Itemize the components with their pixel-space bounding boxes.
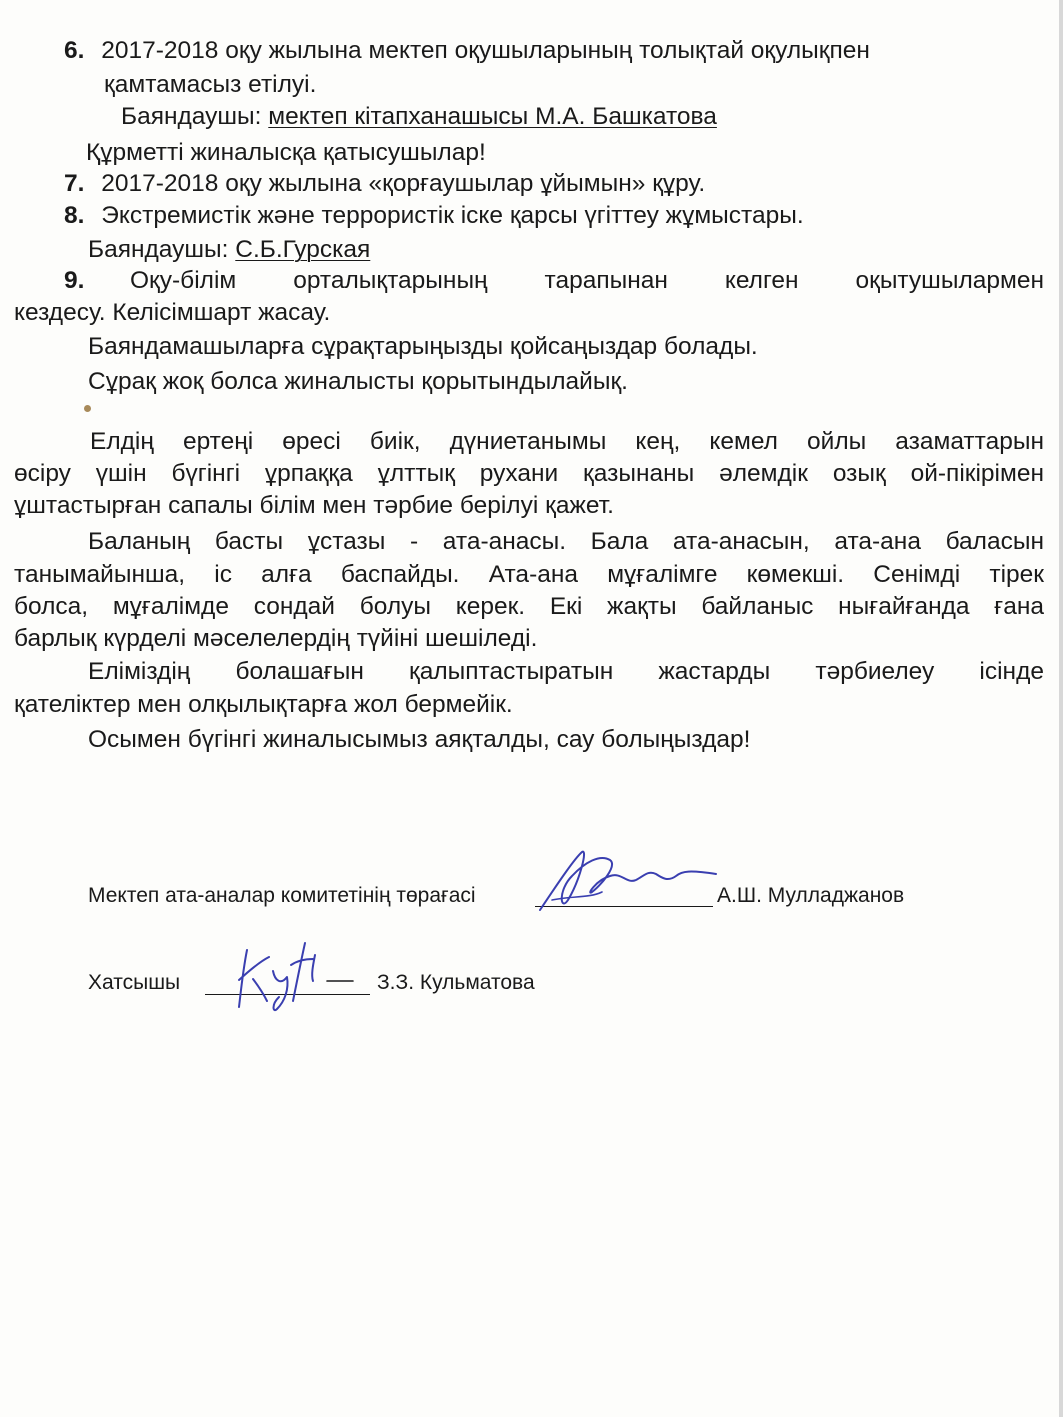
closing-line: Осымен бүгінгі жиналысымыз аяқталды, сау болыңыздар!: [88, 726, 751, 753]
questions-line-2: Сұрақ жоқ болса жиналысты қорытындылайық.: [88, 368, 628, 395]
paragraph-1-line-2: өсіру үшін бүгінгі ұрпаққа ұлттық рухани қазынаны әлемдік озық ой-пікірімен: [14, 460, 1044, 487]
agenda-item-9: [64, 265, 84, 297]
paragraph-2-line-2: танымайынша, іс алға баспайды. Ата-ана мұғалімге көмекші. Сенімді тірек: [14, 561, 1044, 588]
speaker-line-8: [88, 234, 370, 266]
chair-name: А.Ш. Мулладжанов: [717, 884, 905, 907]
item-number: 8.: [64, 202, 85, 229]
speaker-label: Баяндаушы:: [121, 103, 269, 130]
chair-title: Мектеп ата-аналар комитетінің төрағасі: [88, 884, 476, 907]
item-text: Экстремистік және террористік іске қарсы үгіттеу жұмыстары.: [101, 202, 804, 229]
paragraph-3-line-2: қателіктер мен олқылықтарға жол бермейік.: [14, 691, 513, 718]
scan-edge: [1059, 0, 1063, 1417]
item-text: 2017-2018 оқу жылына мектеп оқушыларының толықтай оқулықпен: [101, 37, 870, 64]
speaker-label: Баяндаушы:: [88, 236, 236, 263]
agenda-item-9-text: Оқу-білім орталықтарының тарапынан келген оқытушылармен: [130, 267, 1044, 294]
greeting: Құрметті жиналысқа қатысушылар!: [86, 139, 486, 166]
speaker-line-6: [121, 101, 717, 133]
speaker-name: С.Б.Гурская: [235, 236, 371, 263]
paragraph-3-line-1: Еліміздің болашағын қалыптастыратын жастарды тәрбиелеу ісінде: [88, 658, 1044, 685]
paragraph-1-line-3: ұштастырған сапалы білім мен тәрбие берілуі қажет.: [14, 492, 614, 519]
item-number: 9.: [64, 267, 85, 294]
item-number: 7.: [64, 170, 85, 197]
paragraph-2-line-4: барлық күрделі мәселелердің түйіні шешіледі.: [14, 625, 538, 652]
chair-signature: [530, 840, 720, 920]
secretary-signature: [225, 935, 370, 1015]
speaker-name: мектеп кітапханашысы М.А. Башкатова: [268, 103, 717, 130]
paragraph-2-line-3: болса, мұғалімде сондай болуы керек. Екі жақты байланыс нығайғанда ғана: [14, 593, 1044, 620]
agenda-item-6-continuation: қамтамасыз етілуі.: [104, 71, 317, 98]
paragraph-1-line-1: Елдің ертеңі өресі биік, дүниетанымы кең, кемел ойлы азаматтарын: [90, 428, 1044, 455]
paragraph-2-line-1: Баланың басты ұстазы - ата-анасы. Бала ата-анасын, ата-ана баласын: [88, 528, 1044, 555]
questions-line-1: Баяндамашыларға сұрақтарыңызды қойсаңыздар болады.: [88, 333, 758, 360]
item-text: 2017-2018 оқу жылына «қорғаушылар ұйымын» құру.: [101, 170, 706, 197]
secretary-name: З.З. Кульматова: [377, 971, 535, 994]
secretary-title: Хатсышы: [88, 971, 181, 994]
ink-spot: [84, 405, 91, 412]
agenda-item-9-continuation: кездесу. Келісімшарт жасау.: [14, 299, 331, 326]
item-number: 6.: [64, 37, 85, 64]
agenda-item-7: [64, 168, 705, 200]
agenda-item-6: [64, 35, 870, 67]
agenda-item-8: [64, 200, 804, 232]
